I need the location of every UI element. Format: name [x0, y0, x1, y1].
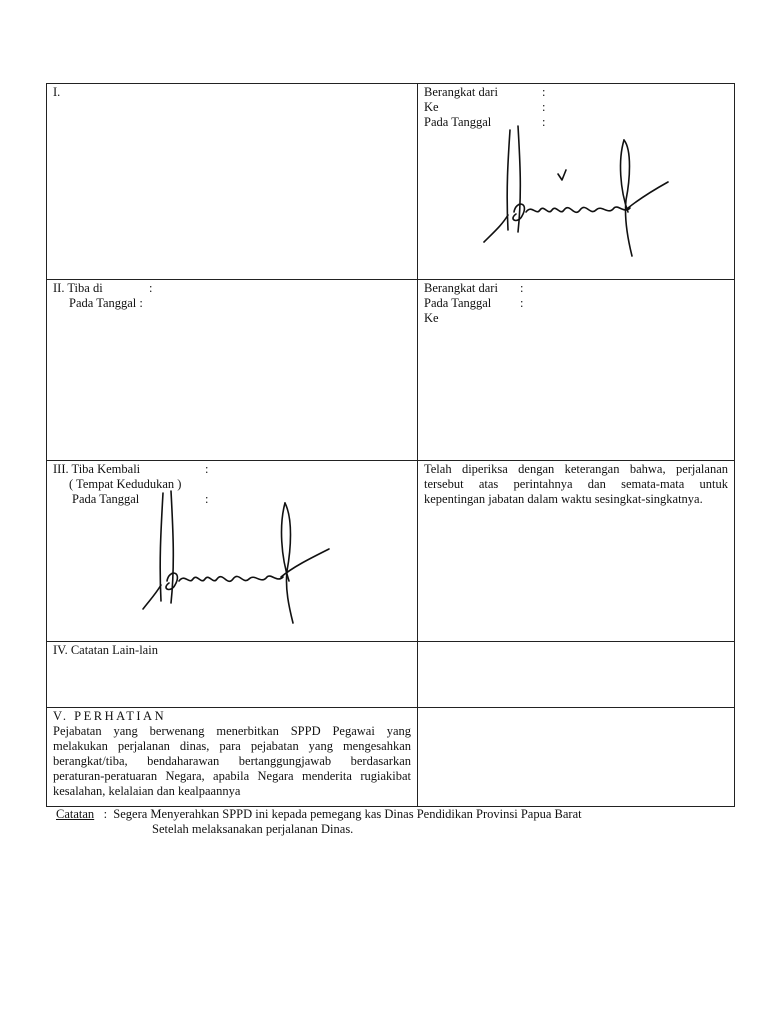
verification-statement: Telah diperiksa dengan keterangan bahwa, perjalanan tersebut atas perintahnya dan semata-mata untuk kepentingan jabatan dalam waktu sesingkat-singkatnya. — [424, 462, 728, 506]
row-section-2 — [47, 280, 735, 461]
berangkat-dari-label: Berangkat dari — [424, 85, 498, 99]
section-5-left — [47, 708, 418, 807]
ke-label: Ke — [424, 100, 439, 114]
colon: : — [520, 281, 524, 295]
row-section-5 — [47, 708, 735, 807]
pada-tanggal-label: Pada Tanggal — [72, 492, 140, 506]
tiba-di-label: II. Tiba di — [53, 281, 103, 295]
footer-note — [56, 807, 736, 837]
signature-image — [478, 120, 678, 260]
colon: : — [542, 115, 546, 129]
section-1-right — [418, 84, 735, 280]
catatan-label: Catatan — [56, 807, 95, 821]
ke-label: Ke — [424, 311, 439, 325]
colon: : — [542, 100, 546, 114]
colon: : — [139, 296, 143, 310]
note-line-1: Segera Menyerahkan SPPD ini kepada pemegang kas Dinas Pendidikan Provinsi Papua Barat — [113, 807, 582, 821]
section-4-right — [418, 642, 735, 708]
section-2-right — [418, 280, 735, 461]
section-4-left — [47, 642, 418, 708]
colon: : — [205, 462, 209, 476]
colon: : — [542, 85, 546, 99]
pada-tanggal-label: Pada Tanggal — [424, 296, 492, 310]
colon: : — [205, 492, 209, 506]
perhatian-heading: V. PERHATIAN — [53, 709, 167, 723]
section-3-right — [418, 461, 735, 642]
tempat-kedudukan-label: ( Tempat Kedudukan ) — [69, 477, 182, 491]
section-5-right — [418, 708, 735, 807]
section-1-numeral: I. — [53, 85, 61, 99]
catatan-lain-label: IV. Catatan Lain-lain — [53, 643, 158, 657]
tiba-kembali-label: III. Tiba Kembali — [53, 462, 141, 476]
row-section-4 — [47, 642, 735, 708]
section-3-left — [47, 461, 418, 642]
row-section-1 — [47, 84, 735, 280]
sppd-form-table — [46, 83, 735, 807]
colon: : — [520, 296, 524, 310]
pada-tanggal-label: Pada Tanggal — [69, 296, 137, 310]
note-separator: : — [103, 807, 108, 821]
signature-image — [141, 489, 341, 629]
note-line-2: Setelah melaksanakan perjalanan Dinas. — [152, 822, 354, 836]
colon: : — [149, 281, 153, 295]
pada-tanggal-label: Pada Tanggal — [424, 115, 492, 129]
row-section-3 — [47, 461, 735, 642]
perhatian-body: Pejabatan yang berwenang menerbitkan SPPD Pegawai yang melakukan perjalanan dinas, para pejabatan yang mengesahkan berangkat/tiba, bendaharawan bertanggungjawab berdasarkan peraturan-peratuaran Negara, apabila Negara menderita rugiakibat kesalahan, kelalaian dan kealpaannya — [53, 724, 411, 798]
section-2-left — [47, 280, 418, 461]
berangkat-dari-label: Berangkat dari — [424, 281, 498, 295]
section-1-left — [47, 84, 418, 280]
